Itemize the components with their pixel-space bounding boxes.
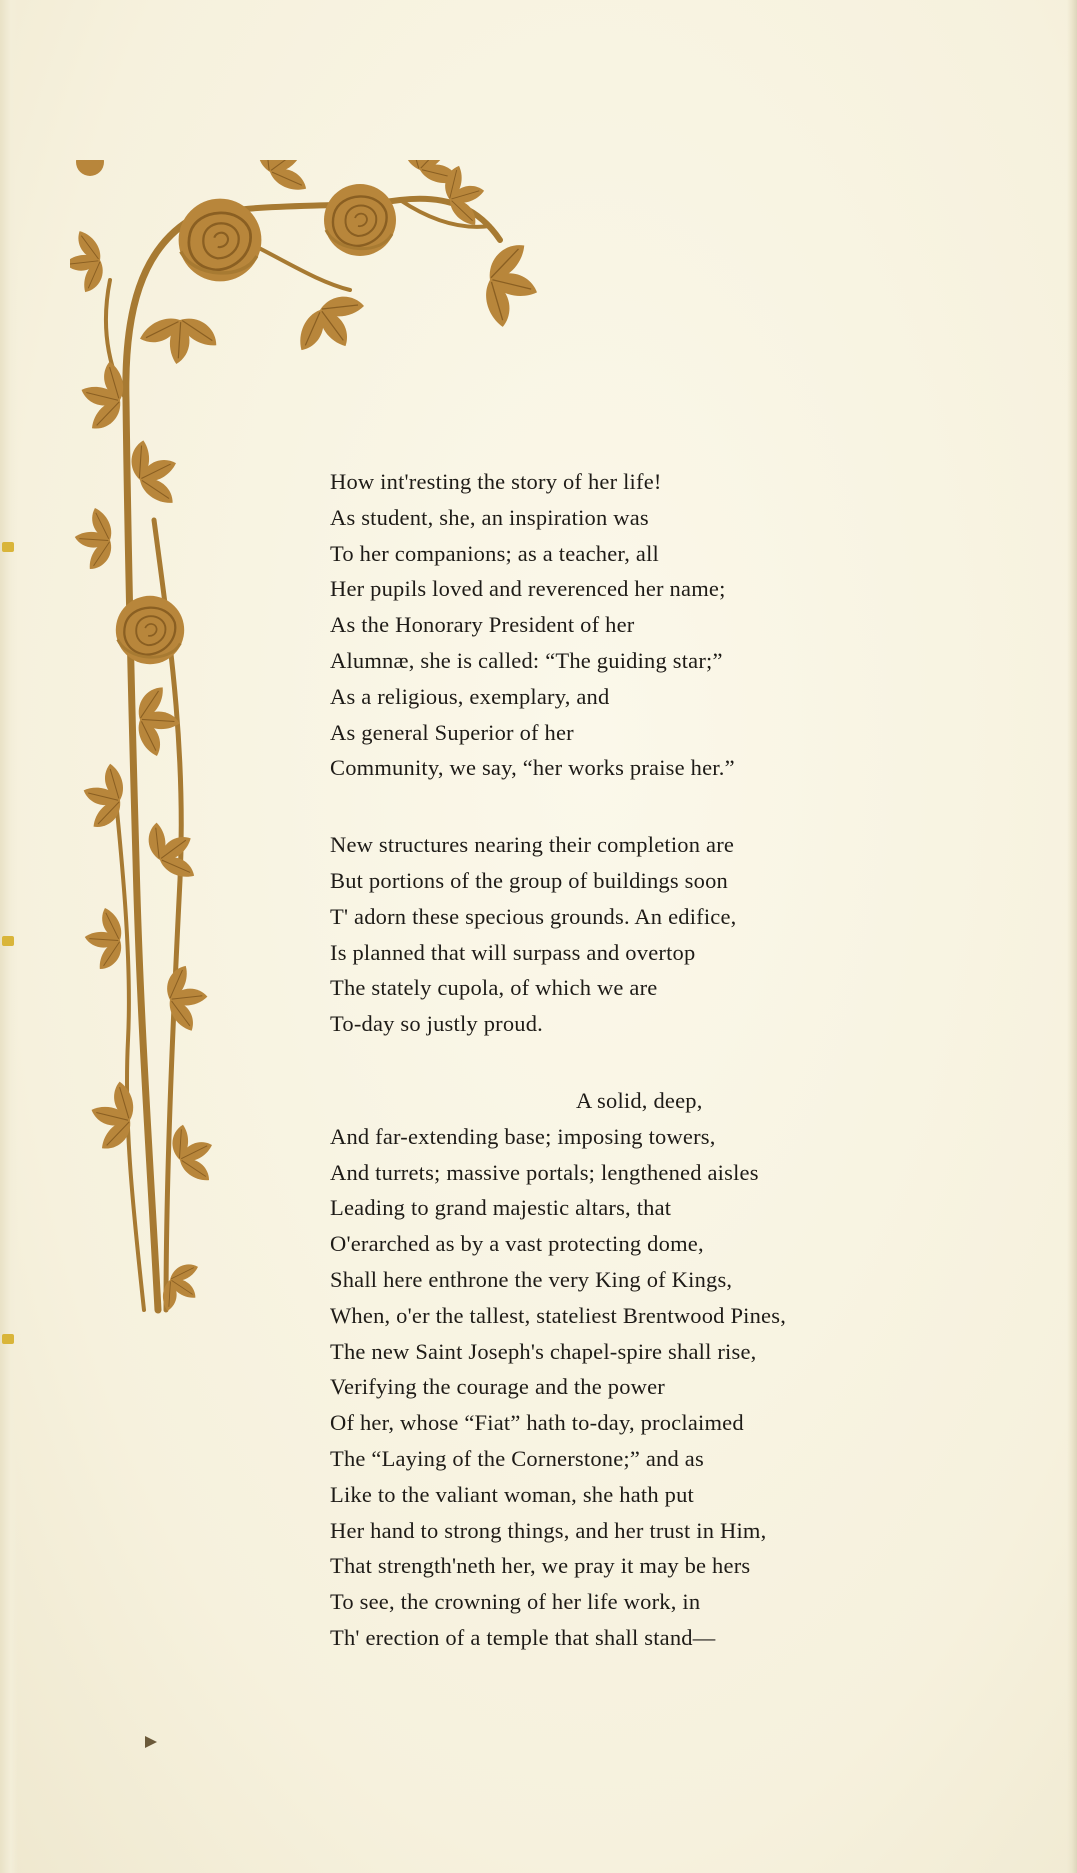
staple-mark [2,936,14,946]
staple-mark [2,1334,14,1344]
poem-line: That strength'neth her, we pray it may be hers [330,1553,751,1579]
poem-line: Leading to grand majestic altars, that [330,1195,672,1221]
poem-line: But portions of the group of buildings soon [330,867,728,893]
poem-line: And far-extending base; imposing towers, [330,1123,716,1149]
poem-line: Th' erection of a temple that shall stand— [330,1624,716,1650]
poem-text [330,464,970,1697]
poem-line: Shall here enthrone the very King of Kings, [330,1266,733,1292]
poem-stanza [330,464,970,786]
poem-line: Like to the valiant woman, she hath put [330,1481,694,1507]
poem-line: To-day so justly proud. [330,1011,544,1037]
poem-line: As general Superior of her [330,719,574,745]
poem-line: T' adorn these specious grounds. An edifice, [330,903,737,929]
poem-line: Is planned that will surpass and overtop [330,939,696,965]
poem-stanza [330,1083,970,1656]
poem-line: The new Saint Joseph's chapel-spire shall rise, [330,1338,757,1364]
poem-line: As a religious, exemplary, and [330,683,610,709]
poem-line: As student, she, an inspiration was [330,504,649,530]
poem-stanza [330,827,970,1042]
poem-line: Her pupils loved and reverenced her name; [330,576,726,602]
poem-line: Alumnæ, she is called: “The guiding star;” [330,647,723,673]
page-edge [1067,0,1077,1873]
poem-line: To her companions; as a teacher, all [330,540,659,566]
poem-line: Her hand to strong things, and her trust in Him, [330,1517,767,1543]
poem-line: O'erarched as by a vast protecting dome, [330,1231,704,1257]
poem-line: Verifying the courage and the power [330,1374,665,1400]
poem-line: To see, the crowning of her life work, in [330,1589,701,1615]
poem-line: When, o'er the tallest, stateliest Brentwood Pines, [330,1302,787,1328]
poem-line: A solid, deep, [576,1087,703,1113]
poem-line: New structures nearing their completion are [330,832,735,858]
poem-line: The “Laying of the Cornerstone;” and as [330,1445,704,1471]
poem-line: The stately cupola, of which we are [330,975,658,1001]
poem-line: Community, we say, “her works praise her.” [330,755,735,781]
poem-line: How int'resting the story of her life! [330,469,662,494]
poem-line: As the Honorary President of her [330,612,635,638]
page-turn-mark-icon [145,1736,157,1748]
poem-line: Of her, whose “Fiat” hath to-day, proclaimed [330,1410,744,1436]
poem-line: And turrets; massive portals; lengthened aisles [330,1159,759,1185]
staple-mark [2,542,14,552]
